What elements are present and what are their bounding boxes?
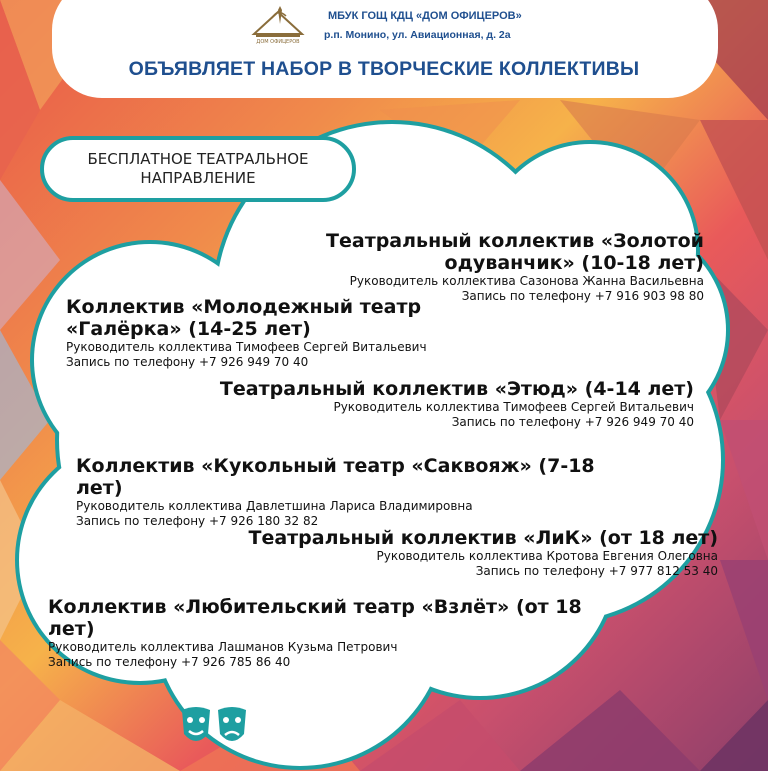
collective-title: Коллектив «Молодежный театр	[66, 296, 422, 318]
collective-leader: Руководитель коллектива Тимофеев Сергей Витальевич	[333, 400, 694, 414]
collective-zolotoy-oduvanchik	[250, 230, 704, 303]
collective-lik	[230, 527, 718, 578]
collective-leader: Руководитель коллектива Давлетшина Лариса Владимировна	[76, 499, 473, 513]
collective-vzlyot	[48, 596, 628, 669]
organization-name: МБУК ГОЩ КДЦ «ДОМ ОФИЦЕРОВ»	[328, 10, 522, 22]
theatre-masks-icon	[178, 704, 250, 752]
collective-title: Коллектив «Кукольный театр «Саквояж» (7-18 лет)	[76, 455, 595, 499]
collective-title: «Галёрка» (14-25 лет)	[66, 318, 311, 340]
collective-title: Театральный коллектив «ЛиК» (от 18 лет)	[248, 527, 718, 549]
collective-leader: Руководитель коллектива Кротова Евгения Олеговна	[376, 549, 718, 563]
collective-phone: Запись по телефону +7 926 785 86 40	[48, 654, 291, 669]
announcement-title: ОБЪЯВЛЯЕТ НАБОР В ТВОРЧЕСКИЕ КОЛЛЕКТИВЫ	[128, 58, 640, 80]
collective-galerka	[66, 296, 566, 369]
collective-phone: Запись по телефону +7 926 949 70 40	[451, 414, 694, 429]
logo-text: ДОМ ОФИЦЕРОВ	[256, 39, 300, 44]
collective-title: Коллектив «Любительский театр «Взлёт» (от 18 лет)	[48, 596, 582, 640]
collective-phone: Запись по телефону +7 916 903 98 80	[461, 288, 704, 303]
collective-title: одуванчик» (10-18 лет)	[444, 252, 704, 274]
collective-phone: Запись по телефону +7 926 949 70 40	[66, 354, 309, 369]
organization-address: р.п. Монино, ул. Авиационная, д. 2а	[324, 29, 511, 41]
collective-phone: Запись по телефону +7 926 180 32 82	[76, 513, 319, 528]
dom-oficerov-logo	[250, 4, 306, 44]
collective-leader: Руководитель коллектива Тимофеев Сергей Витальевич	[66, 340, 427, 354]
category-line-1: БЕСПЛАТНОЕ ТЕАТРАЛЬНОЕ	[87, 150, 309, 168]
collective-leader: Руководитель коллектива Лашманов Кузьма Петрович	[48, 640, 398, 654]
collective-etyud	[200, 378, 694, 429]
category-line-2: НАПРАВЛЕНИЕ	[140, 169, 256, 187]
collective-title: Театральный коллектив «Этюд» (4-14 лет)	[219, 378, 694, 400]
collective-phone: Запись по телефону +7 977 812 53 40	[475, 563, 718, 578]
collective-title: Театральный коллектив «Золотой	[326, 230, 704, 252]
collective-leader: Руководитель коллектива Сазонова Жанна Васильевна	[349, 274, 704, 288]
category-badge	[40, 136, 356, 202]
collective-sakvoyazh	[76, 455, 636, 528]
